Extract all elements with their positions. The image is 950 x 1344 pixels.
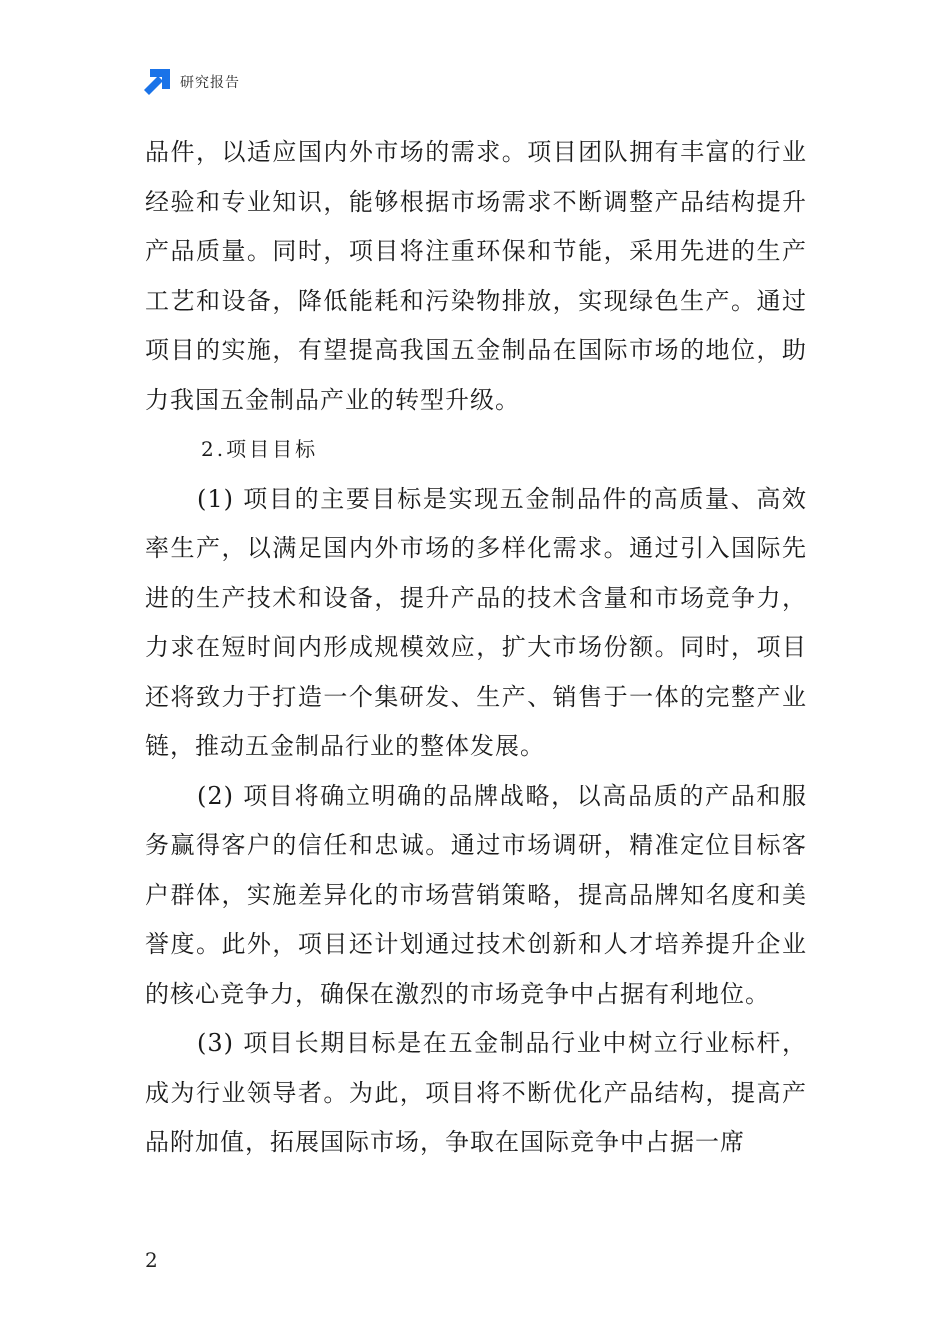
section-heading: 2.项目目标 — [201, 437, 319, 461]
paragraph-intro-continued: 品件，以适应国内外市场的需求。项目团队拥有丰富的行业经验和专业知识，能够根据市场需求不断调整产品结构提升产品质量。同时，项目将注重环保和节能，采用先进的生产工艺和设备，降低能耗和污染物排放，实现绿色生产。通过项目的实施，有望提高我国五金制品在国际市场的地位，助力我国五金制品产业的转型升级。 — [145, 138, 807, 414]
document-body — [145, 128, 807, 1168]
paragraph-goal-2: (2) 项目将确立明确的品牌战略，以高品质的产品和服务赢得客户的信任和忠诚。通过市场调研，精准定位目标客户群体，实施差异化的市场营销策略，提高品牌知名度和美誉度。此外，项目还计划通过技术创新和人才培养提升企业的核心竞争力，确保在激烈的市场竞争中占据有利地位。 — [145, 781, 807, 1008]
header-title: 研究报告 — [180, 75, 240, 91]
page-number: 2 — [145, 1248, 158, 1272]
paragraph-goal-3: (3) 项目长期目标是在五金制品行业中树立行业标杆，成为行业领导者。为此，项目将不断优化产品结构，提高产品附加值，拓展国际市场，争取在国际竞争中占据一席 — [145, 1029, 807, 1156]
report-header — [144, 68, 240, 96]
paragraph-goal-1: (1) 项目的主要目标是实现五金制品件的高质量、高效率生产，以满足国内外市场的多样化需求。通过引入国际先进的生产技术和设备，提升产品的技术含量和市场竞争力，力求在短时间内形成规模效应，扩大市场份额。同时，项目还将致力于打造一个集研发、生产、销售于一体的完整产业链，推动五金制品行业的整体发展。 — [145, 484, 807, 760]
arrow-up-right-icon — [144, 69, 170, 95]
